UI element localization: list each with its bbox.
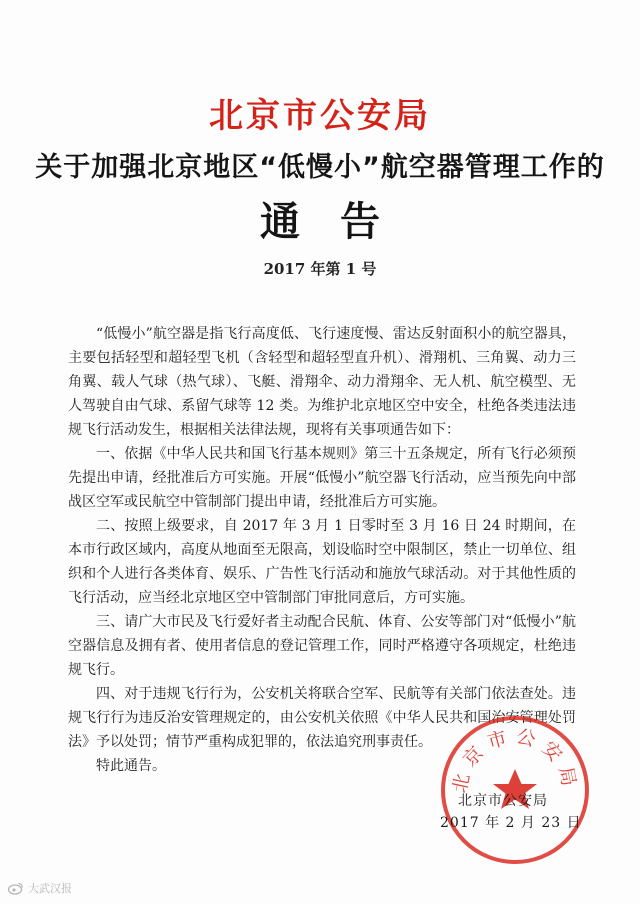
- article-paragraph-2: 二、按照上级要求，自 2017 年 3 月 1 日零时至 3 月 16 日 24 时期间，在本市行政区域内，高度从地面至无限高，划设临时空中限制区，禁止一切单位、组织和个人进行各类体育、娱乐、广告性飞行活动和施放气球活动。对于其他性质的飞行活动，应当经北京地区空中管制部门审批同意后，方可实施。: [68, 518, 576, 606]
- watermark-text: 大武汉报: [28, 882, 72, 895]
- weibo-logo-icon: [8, 881, 24, 895]
- issuer-header: 北京市公安局: [209, 96, 431, 136]
- document-type-title: 通告: [260, 199, 420, 245]
- notice-headline: 关于加强北京地区“低慢小”航空器管理工作的: [35, 152, 605, 183]
- signature-date: 2017 年 2 月 23 日: [440, 815, 582, 831]
- intro-paragraph: “低慢小”航空器是指飞行高度低、飞行速度慢、雷达反射面积小的航空器具，主要包括轻型和超轻型飞机（含轻型和超轻型直升机）、滑翔机、三角翼、动力三角翼、载人气球（热气球）、飞艇、滑翔伞、动力滑翔伞、无人机、航空模型、无人驾驶自由气球、系留气球等 12 类。为维护北京地区空中安全，杜绝各类违法违规飞行活动发生，根据相关法律法规，现将有关事项通告如下：: [68, 326, 576, 438]
- seal-arc-text: 北京市公安局: [448, 725, 582, 795]
- closing-line: 特此通告。: [96, 758, 166, 774]
- signature-organization: 北京市公安局: [458, 793, 548, 809]
- article-paragraph-1: 一、依据《中华人民共和国飞行基本规则》第三十五条规定，所有飞行必须预先提出申请，经批准后方可实施。开展“低慢小”航空器飞行活动，应当预先向中部战区空军或民航空中管制部门提出申请，经批准后方可实施。: [68, 446, 576, 510]
- notice-body: [68, 322, 576, 778]
- article-paragraph-4: 四、对于违规飞行行为，公安机关将联合空军、民航等有关部门依法查处。违规飞行行为违反治安管理规定的，由公安机关依照《中华人民共和国治安管理处罚法》予以处罚；情节严重构成犯罪的，依法追究刑事责任。: [68, 686, 576, 750]
- source-watermark: [8, 880, 72, 896]
- article-paragraph-3: 三、请广大市民及飞行爱好者主动配合民航、体育、公安等部门对“低慢小”航空器信息及拥有者、使用者信息的登记管理工作，同时严格遵守各项规定，杜绝违规飞行。: [68, 614, 576, 678]
- document-number: 2017 年第 1 号: [263, 260, 377, 278]
